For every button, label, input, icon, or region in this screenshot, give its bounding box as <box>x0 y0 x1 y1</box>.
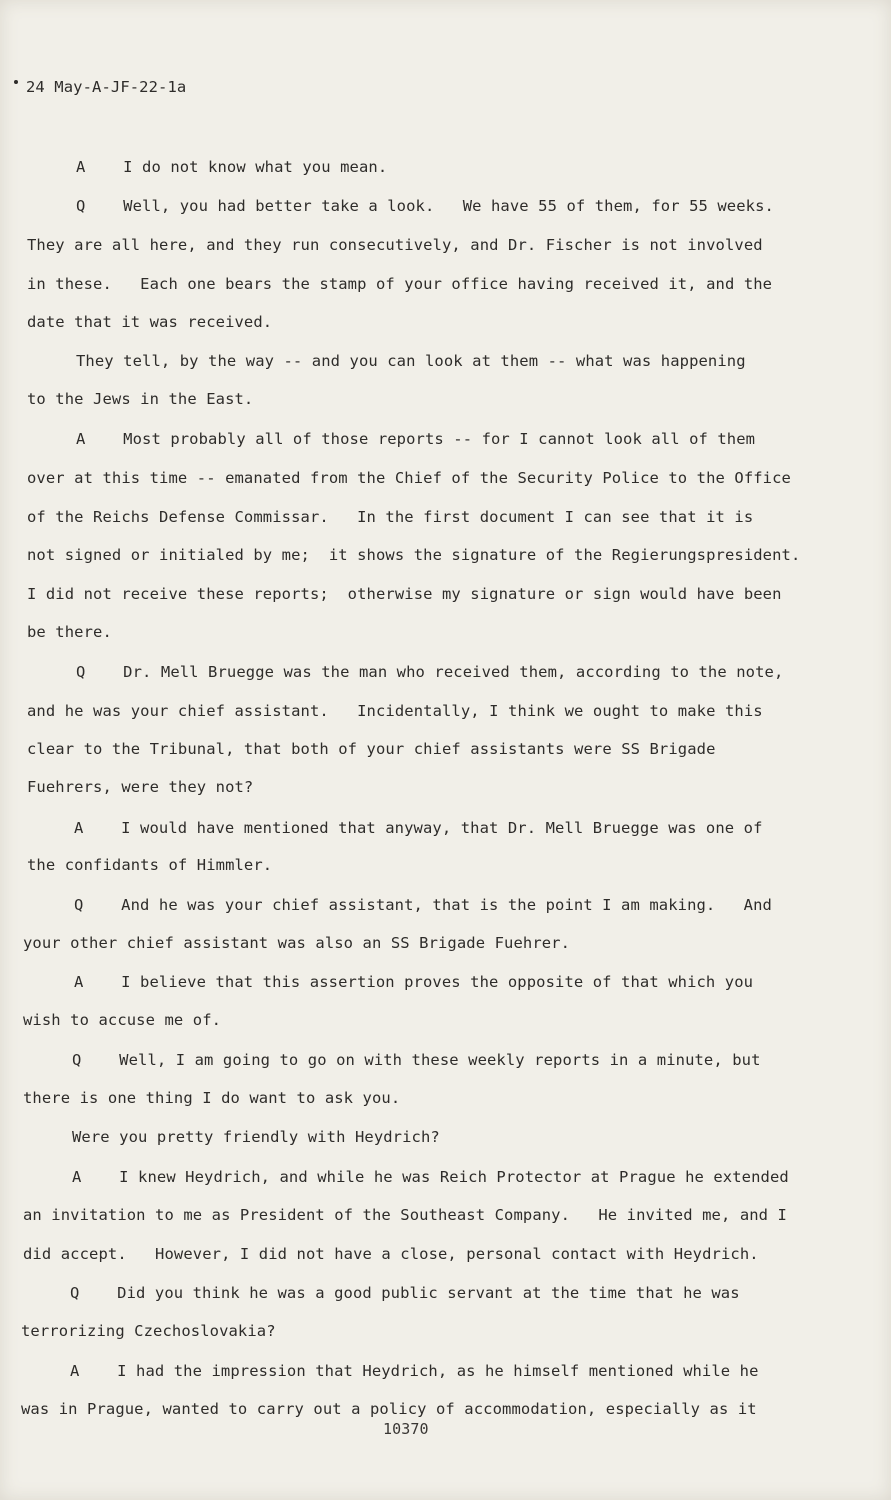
transcript-line: in these. Each one bears the stamp of your office having received it, and the <box>27 275 773 293</box>
transcript-line: Q Well, I am going to go on with these weekly reports in a minute, but <box>72 1051 761 1069</box>
document-header <box>14 78 186 96</box>
transcript-line: Q Dr. Mell Bruegge was the man who received them, according to the note, <box>76 663 784 681</box>
transcript-line: and he was your chief assistant. Incidentally, I think we ought to make this <box>27 702 763 720</box>
transcript-line: terrorizing Czechoslovakia? <box>21 1322 276 1340</box>
transcript-line: A I would have mentioned that anyway, that Dr. Mell Bruegge was one of <box>74 819 763 837</box>
transcript-line: not signed or initialed by me; it shows the signature of the Regierungspresident. <box>27 546 801 564</box>
transcript-line: Q And he was your chief assistant, that is the point I am making. And <box>74 896 772 914</box>
transcript-line: Were you pretty friendly with Heydrich? <box>72 1128 440 1146</box>
transcript-line: A I do not know what you mean. <box>76 158 388 176</box>
transcript-line: A Most probably all of those reports -- for I cannot look all of them <box>76 430 756 448</box>
transcript-line: your other chief assistant was also an SS Brigade Fuehrer. <box>23 934 571 952</box>
transcript-line: the confidants of Himmler. <box>27 856 273 874</box>
transcript-line: They are all here, and they run consecutively, and Dr. Fischer is not involved <box>27 236 763 254</box>
transcript-line: wish to accuse me of. <box>23 1011 222 1029</box>
document-reference: 24 May-A-JF-22-1a <box>26 78 187 96</box>
transcript-line: to the Jews in the East. <box>27 390 254 408</box>
transcript-line: I did not receive these reports; otherwise my signature or sign would have been <box>27 585 782 603</box>
transcript-line: over at this time -- emanated from the Chief of the Security Police to the Office <box>27 469 791 487</box>
transcript-line: They tell, by the way -- and you can look at them -- what was happening <box>76 352 746 370</box>
transcript-line: A I had the impression that Heydrich, as he himself mentioned while he <box>70 1362 759 1380</box>
transcript-line: Fuehrers, were they not? <box>27 778 254 796</box>
transcript-line: there is one thing I do want to ask you. <box>23 1089 401 1107</box>
transcript-line: an invitation to me as President of the Southeast Company. He invited me, and I <box>23 1206 787 1224</box>
transcript-line: be there. <box>27 623 112 641</box>
margin-mark <box>14 80 18 84</box>
transcript-line: A I knew Heydrich, and while he was Reich Protector at Prague he extended <box>72 1168 789 1186</box>
transcript-line: date that it was received. <box>27 313 273 331</box>
transcript-line: Q Did you think he was a good public servant at the time that he was <box>70 1284 740 1302</box>
page-number: 10370 <box>383 1420 429 1438</box>
transcript-line: did accept. However, I did not have a close, personal contact with Heydrich. <box>23 1245 759 1263</box>
transcript-line: was in Prague, wanted to carry out a policy of accommodation, especially as it <box>21 1400 757 1418</box>
transcript-line: Q Well, you had better take a look. We have 55 of them, for 55 weeks. <box>76 197 774 215</box>
transcript-line: of the Reichs Defense Commissar. In the first document I can see that it is <box>27 508 754 526</box>
transcript-line: A I believe that this assertion proves the opposite of that which you <box>74 973 754 991</box>
transcript-line: clear to the Tribunal, that both of your chief assistants were SS Brigade <box>27 740 716 758</box>
